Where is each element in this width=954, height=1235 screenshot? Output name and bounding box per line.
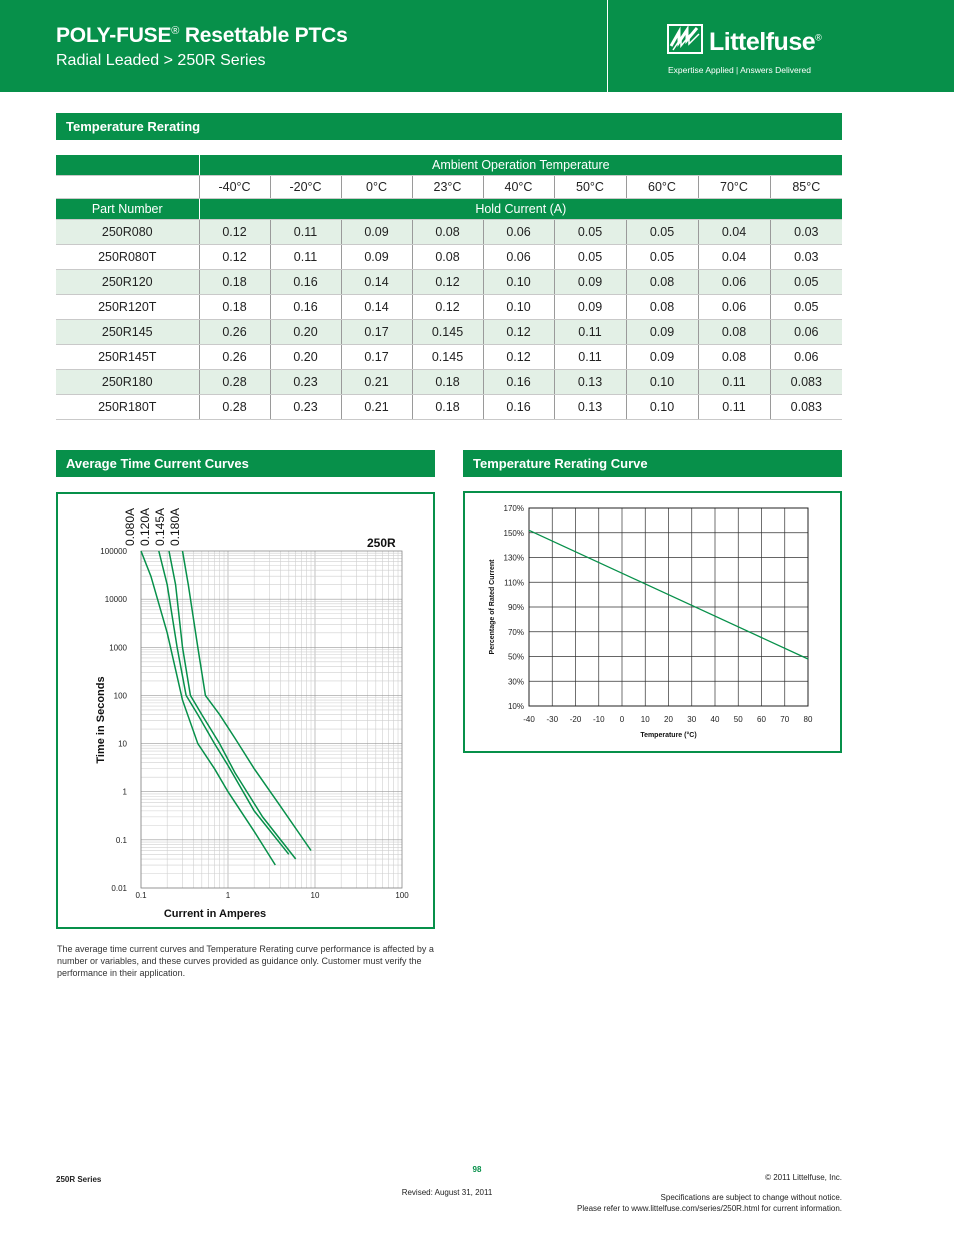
hold-current-cell: 0.17 bbox=[341, 320, 412, 345]
table-row bbox=[56, 220, 842, 245]
x-tick-label: 40 bbox=[710, 715, 720, 724]
chart-series-title: 250R bbox=[367, 536, 396, 550]
hold-current-cell: 0.13 bbox=[554, 370, 626, 395]
footer-legal bbox=[577, 1172, 842, 1214]
x-tick-label: 80 bbox=[803, 715, 813, 724]
part-number-cell: 250R080 bbox=[56, 220, 199, 245]
x-tick-label: 0.1 bbox=[135, 891, 147, 900]
part-number-header: Part Number bbox=[56, 199, 199, 220]
part-number-cell: 250R120 bbox=[56, 270, 199, 295]
hold-current-cell: 0.10 bbox=[626, 370, 698, 395]
hold-current-cell: 0.23 bbox=[270, 370, 341, 395]
temp-header: 23°C bbox=[412, 176, 483, 199]
y-tick-label: 30% bbox=[507, 677, 524, 687]
hold-current-cell: 0.18 bbox=[199, 295, 270, 320]
temp-header: 70°C bbox=[698, 176, 770, 199]
table-body bbox=[56, 220, 842, 420]
logo-wordmark: Littelfuse® bbox=[709, 28, 822, 56]
hold-current-cell: 0.03 bbox=[770, 220, 842, 245]
hold-current-cell: 0.08 bbox=[698, 320, 770, 345]
hold-current-cell: 0.11 bbox=[554, 320, 626, 345]
hold-current-cell: 0.05 bbox=[770, 270, 842, 295]
temp-header: -20°C bbox=[270, 176, 341, 199]
table-row bbox=[56, 345, 842, 370]
y-tick-label: 10 bbox=[118, 739, 127, 749]
hold-current-cell: 0.09 bbox=[341, 245, 412, 270]
rr-grid bbox=[529, 508, 808, 706]
x-axis-label: Current in Amperes bbox=[163, 908, 267, 920]
part-number-cell: 250R180T bbox=[56, 395, 199, 420]
y-tick-label: 130% bbox=[503, 553, 524, 563]
x-tick-label: 10 bbox=[310, 891, 320, 900]
y-tick-label: 90% bbox=[507, 603, 524, 612]
hold-current-cell: 0.20 bbox=[270, 320, 341, 345]
table-group-header bbox=[56, 155, 842, 176]
y-tick-label: 10000 bbox=[104, 595, 127, 605]
hold-current-cell: 0.26 bbox=[199, 345, 270, 370]
hold-current-cell: 0.06 bbox=[770, 320, 842, 345]
hold-current-cell: 0.18 bbox=[412, 395, 483, 420]
hold-current-cell: 0.12 bbox=[483, 320, 554, 345]
hold-current-cell: 0.16 bbox=[270, 295, 341, 320]
hold-current-cell: 0.06 bbox=[483, 220, 554, 245]
y-tick-label: 100 bbox=[113, 691, 127, 701]
hold-current-cell: 0.11 bbox=[698, 370, 770, 395]
table-temp-row bbox=[56, 176, 842, 199]
section-temperature-rerating: Temperature Rerating bbox=[56, 113, 842, 140]
hold-current-cell: 0.09 bbox=[554, 270, 626, 295]
hold-current-cell: 0.20 bbox=[270, 345, 341, 370]
hold-current-cell: 0.13 bbox=[554, 395, 626, 420]
hold-current-cell: 0.28 bbox=[199, 370, 270, 395]
hold-current-cell: 0.083 bbox=[770, 395, 842, 420]
hold-current-cell: 0.06 bbox=[770, 345, 842, 370]
table-row bbox=[56, 270, 842, 295]
hold-current-cell: 0.11 bbox=[270, 220, 341, 245]
x-axis-label: Temperature (°C) bbox=[640, 732, 697, 739]
hold-current-cell: 0.18 bbox=[199, 270, 270, 295]
hold-current-cell: 0.21 bbox=[341, 370, 412, 395]
x-tick-label: 70 bbox=[780, 715, 790, 724]
spec-notice: Specifications are subject to change without notice. bbox=[660, 1193, 842, 1202]
hold-current-cell: 0.09 bbox=[626, 345, 698, 370]
hold-current-cell: 0.08 bbox=[626, 295, 698, 320]
y-axis-label: Time in Seconds bbox=[95, 676, 107, 764]
table-row bbox=[56, 295, 842, 320]
y-tick-label: 1000 bbox=[109, 643, 127, 653]
hold-current-cell: 0.145 bbox=[412, 345, 483, 370]
y-tick-label: 70% bbox=[507, 627, 524, 637]
hold-current-cell: 0.083 bbox=[770, 370, 842, 395]
y-tick-label: 170% bbox=[503, 504, 524, 513]
spec-url-notice: Please refer to www.littelfuse.com/series/250R.html for current information. bbox=[577, 1204, 842, 1213]
hold-current-cell: 0.21 bbox=[341, 395, 412, 420]
y-tick-label: 1 bbox=[122, 787, 127, 797]
temp-header: 85°C bbox=[770, 176, 842, 199]
hold-current-cell: 0.05 bbox=[626, 220, 698, 245]
y-tick-label: 0.01 bbox=[111, 884, 127, 893]
table-corner-cell bbox=[56, 155, 199, 176]
x-tick-label: 10 bbox=[640, 715, 650, 724]
hold-current-cell: 0.10 bbox=[483, 270, 554, 295]
y-tick-label: 10% bbox=[507, 702, 524, 711]
hold-current-cell: 0.12 bbox=[483, 345, 554, 370]
header-divider bbox=[607, 0, 608, 92]
table-row bbox=[56, 245, 842, 270]
x-tick-label: 60 bbox=[757, 715, 766, 724]
series-label: 0.145A bbox=[153, 507, 167, 546]
hold-current-cell: 0.08 bbox=[626, 270, 698, 295]
hold-current-cell: 0.17 bbox=[341, 345, 412, 370]
hold-current-cell: 0.09 bbox=[554, 295, 626, 320]
hold-current-cell: 0.26 bbox=[199, 320, 270, 345]
hold-current-cell: 0.12 bbox=[199, 220, 270, 245]
x-tick-label: 20 bbox=[664, 715, 673, 724]
table-blank-cell bbox=[56, 176, 199, 199]
x-tick-label: -10 bbox=[592, 715, 605, 724]
hold-current-cell: 0.08 bbox=[412, 245, 483, 270]
hold-current-cell: 0.23 bbox=[270, 395, 341, 420]
page-header bbox=[0, 0, 954, 92]
table-row bbox=[56, 370, 842, 395]
hold-current-cell: 0.08 bbox=[698, 345, 770, 370]
hold-current-cell: 0.05 bbox=[626, 245, 698, 270]
hold-current-cell: 0.09 bbox=[626, 320, 698, 345]
littelfuse-logo bbox=[667, 24, 822, 75]
hold-current-cell: 0.05 bbox=[770, 295, 842, 320]
hold-current-cell: 0.145 bbox=[412, 320, 483, 345]
ambient-temp-header: Ambient Operation Temperature bbox=[199, 155, 842, 176]
x-tick-label: 30 bbox=[687, 715, 697, 724]
rerating-chart bbox=[465, 493, 840, 751]
hold-current-cell: 0.28 bbox=[199, 395, 270, 420]
hold-current-cell: 0.12 bbox=[412, 270, 483, 295]
hold-current-cell: 0.03 bbox=[770, 245, 842, 270]
x-tick-label: 50 bbox=[733, 715, 743, 724]
part-number-cell: 250R120T bbox=[56, 295, 199, 320]
revision-date: Revised: August 31, 2011 bbox=[401, 1188, 493, 1197]
series-line bbox=[141, 551, 275, 865]
hold-current-cell: 0.12 bbox=[412, 295, 483, 320]
hold-current-cell: 0.05 bbox=[554, 245, 626, 270]
hold-current-cell: 0.14 bbox=[341, 295, 412, 320]
disclaimer-note: The average time current curves and Temperature Rerating curve performance is affected by a number or variables, and these curves provided as guidance only. Customer must verify the performance in their application. bbox=[57, 944, 434, 978]
hold-current-cell: 0.11 bbox=[698, 395, 770, 420]
hold-current-cell: 0.18 bbox=[412, 370, 483, 395]
y-axis-label: Percentage of Rated Current bbox=[489, 559, 496, 655]
section-rerating-curve: Temperature Rerating Curve bbox=[463, 450, 842, 477]
hold-current-cell: 0.14 bbox=[341, 270, 412, 295]
hold-current-cell: 0.06 bbox=[698, 270, 770, 295]
temp-header: 60°C bbox=[626, 176, 698, 199]
section-time-current-curves: Average Time Current Curves bbox=[56, 450, 435, 477]
logo-mark-icon bbox=[667, 24, 703, 54]
hold-current-cell: 0.16 bbox=[270, 270, 341, 295]
series-label: 0.080A bbox=[123, 507, 137, 546]
table-row bbox=[56, 320, 842, 345]
x-tick-label: 1 bbox=[225, 891, 231, 900]
part-number-cell: 250R080T bbox=[56, 245, 199, 270]
hold-current-cell: 0.11 bbox=[270, 245, 341, 270]
x-tick-label: 100 bbox=[395, 891, 409, 900]
hold-current-cell: 0.09 bbox=[341, 220, 412, 245]
hold-current-cell: 0.04 bbox=[698, 220, 770, 245]
y-tick-label: 50% bbox=[507, 652, 524, 662]
y-tick-label: 110% bbox=[504, 578, 524, 588]
y-tick-label: 100000 bbox=[100, 547, 127, 556]
series-line bbox=[169, 551, 296, 859]
page-subtitle: Radial Leaded > 250R Series bbox=[56, 52, 266, 69]
hold-current-cell: 0.08 bbox=[412, 220, 483, 245]
tcc-grid bbox=[141, 551, 402, 888]
series-label: 0.180A bbox=[168, 507, 182, 546]
copyright-text: © 2011 Littelfuse, Inc. bbox=[765, 1173, 842, 1182]
logo-tagline: Expertise Applied | Answers Delivered bbox=[668, 65, 812, 75]
rerating-table bbox=[56, 155, 842, 420]
x-tick-label: -40 bbox=[523, 715, 535, 724]
series-label: 0.120A bbox=[138, 507, 152, 546]
time-current-chart-frame bbox=[56, 492, 435, 929]
y-tick-label: 150% bbox=[503, 528, 524, 538]
part-number-cell: 250R145T bbox=[56, 345, 199, 370]
page-title: POLY-FUSE® Resettable PTCs bbox=[56, 24, 348, 47]
hold-current-cell: 0.12 bbox=[199, 245, 270, 270]
hold-current-cell: 0.11 bbox=[554, 345, 626, 370]
hold-current-cell: 0.16 bbox=[483, 395, 554, 420]
part-number-cell: 250R180 bbox=[56, 370, 199, 395]
hold-current-cell: 0.10 bbox=[626, 395, 698, 420]
x-tick-label: 0 bbox=[619, 715, 625, 724]
table-row bbox=[56, 395, 842, 420]
x-tick-label: -20 bbox=[569, 715, 582, 724]
x-tick-label: -30 bbox=[546, 715, 559, 724]
hold-current-cell: 0.05 bbox=[554, 220, 626, 245]
hold-current-cell: 0.06 bbox=[698, 295, 770, 320]
temp-header: 0°C bbox=[341, 176, 412, 199]
part-number-cell: 250R145 bbox=[56, 320, 199, 345]
hold-current-cell: 0.04 bbox=[698, 245, 770, 270]
footer-series: 250R Series bbox=[56, 1175, 102, 1184]
table-column-header bbox=[56, 199, 842, 220]
time-current-chart bbox=[58, 494, 433, 927]
temp-header: -40°C bbox=[199, 176, 270, 199]
temp-header: 40°C bbox=[483, 176, 554, 199]
hold-current-cell: 0.06 bbox=[483, 245, 554, 270]
hold-current-cell: 0.16 bbox=[483, 370, 554, 395]
hold-current-header: Hold Current (A) bbox=[199, 199, 842, 220]
hold-current-cell: 0.10 bbox=[483, 295, 554, 320]
temp-header: 50°C bbox=[554, 176, 626, 199]
y-tick-label: 0.1 bbox=[115, 835, 127, 845]
rerating-chart-frame bbox=[463, 491, 842, 753]
page-number: 98 bbox=[472, 1165, 482, 1174]
